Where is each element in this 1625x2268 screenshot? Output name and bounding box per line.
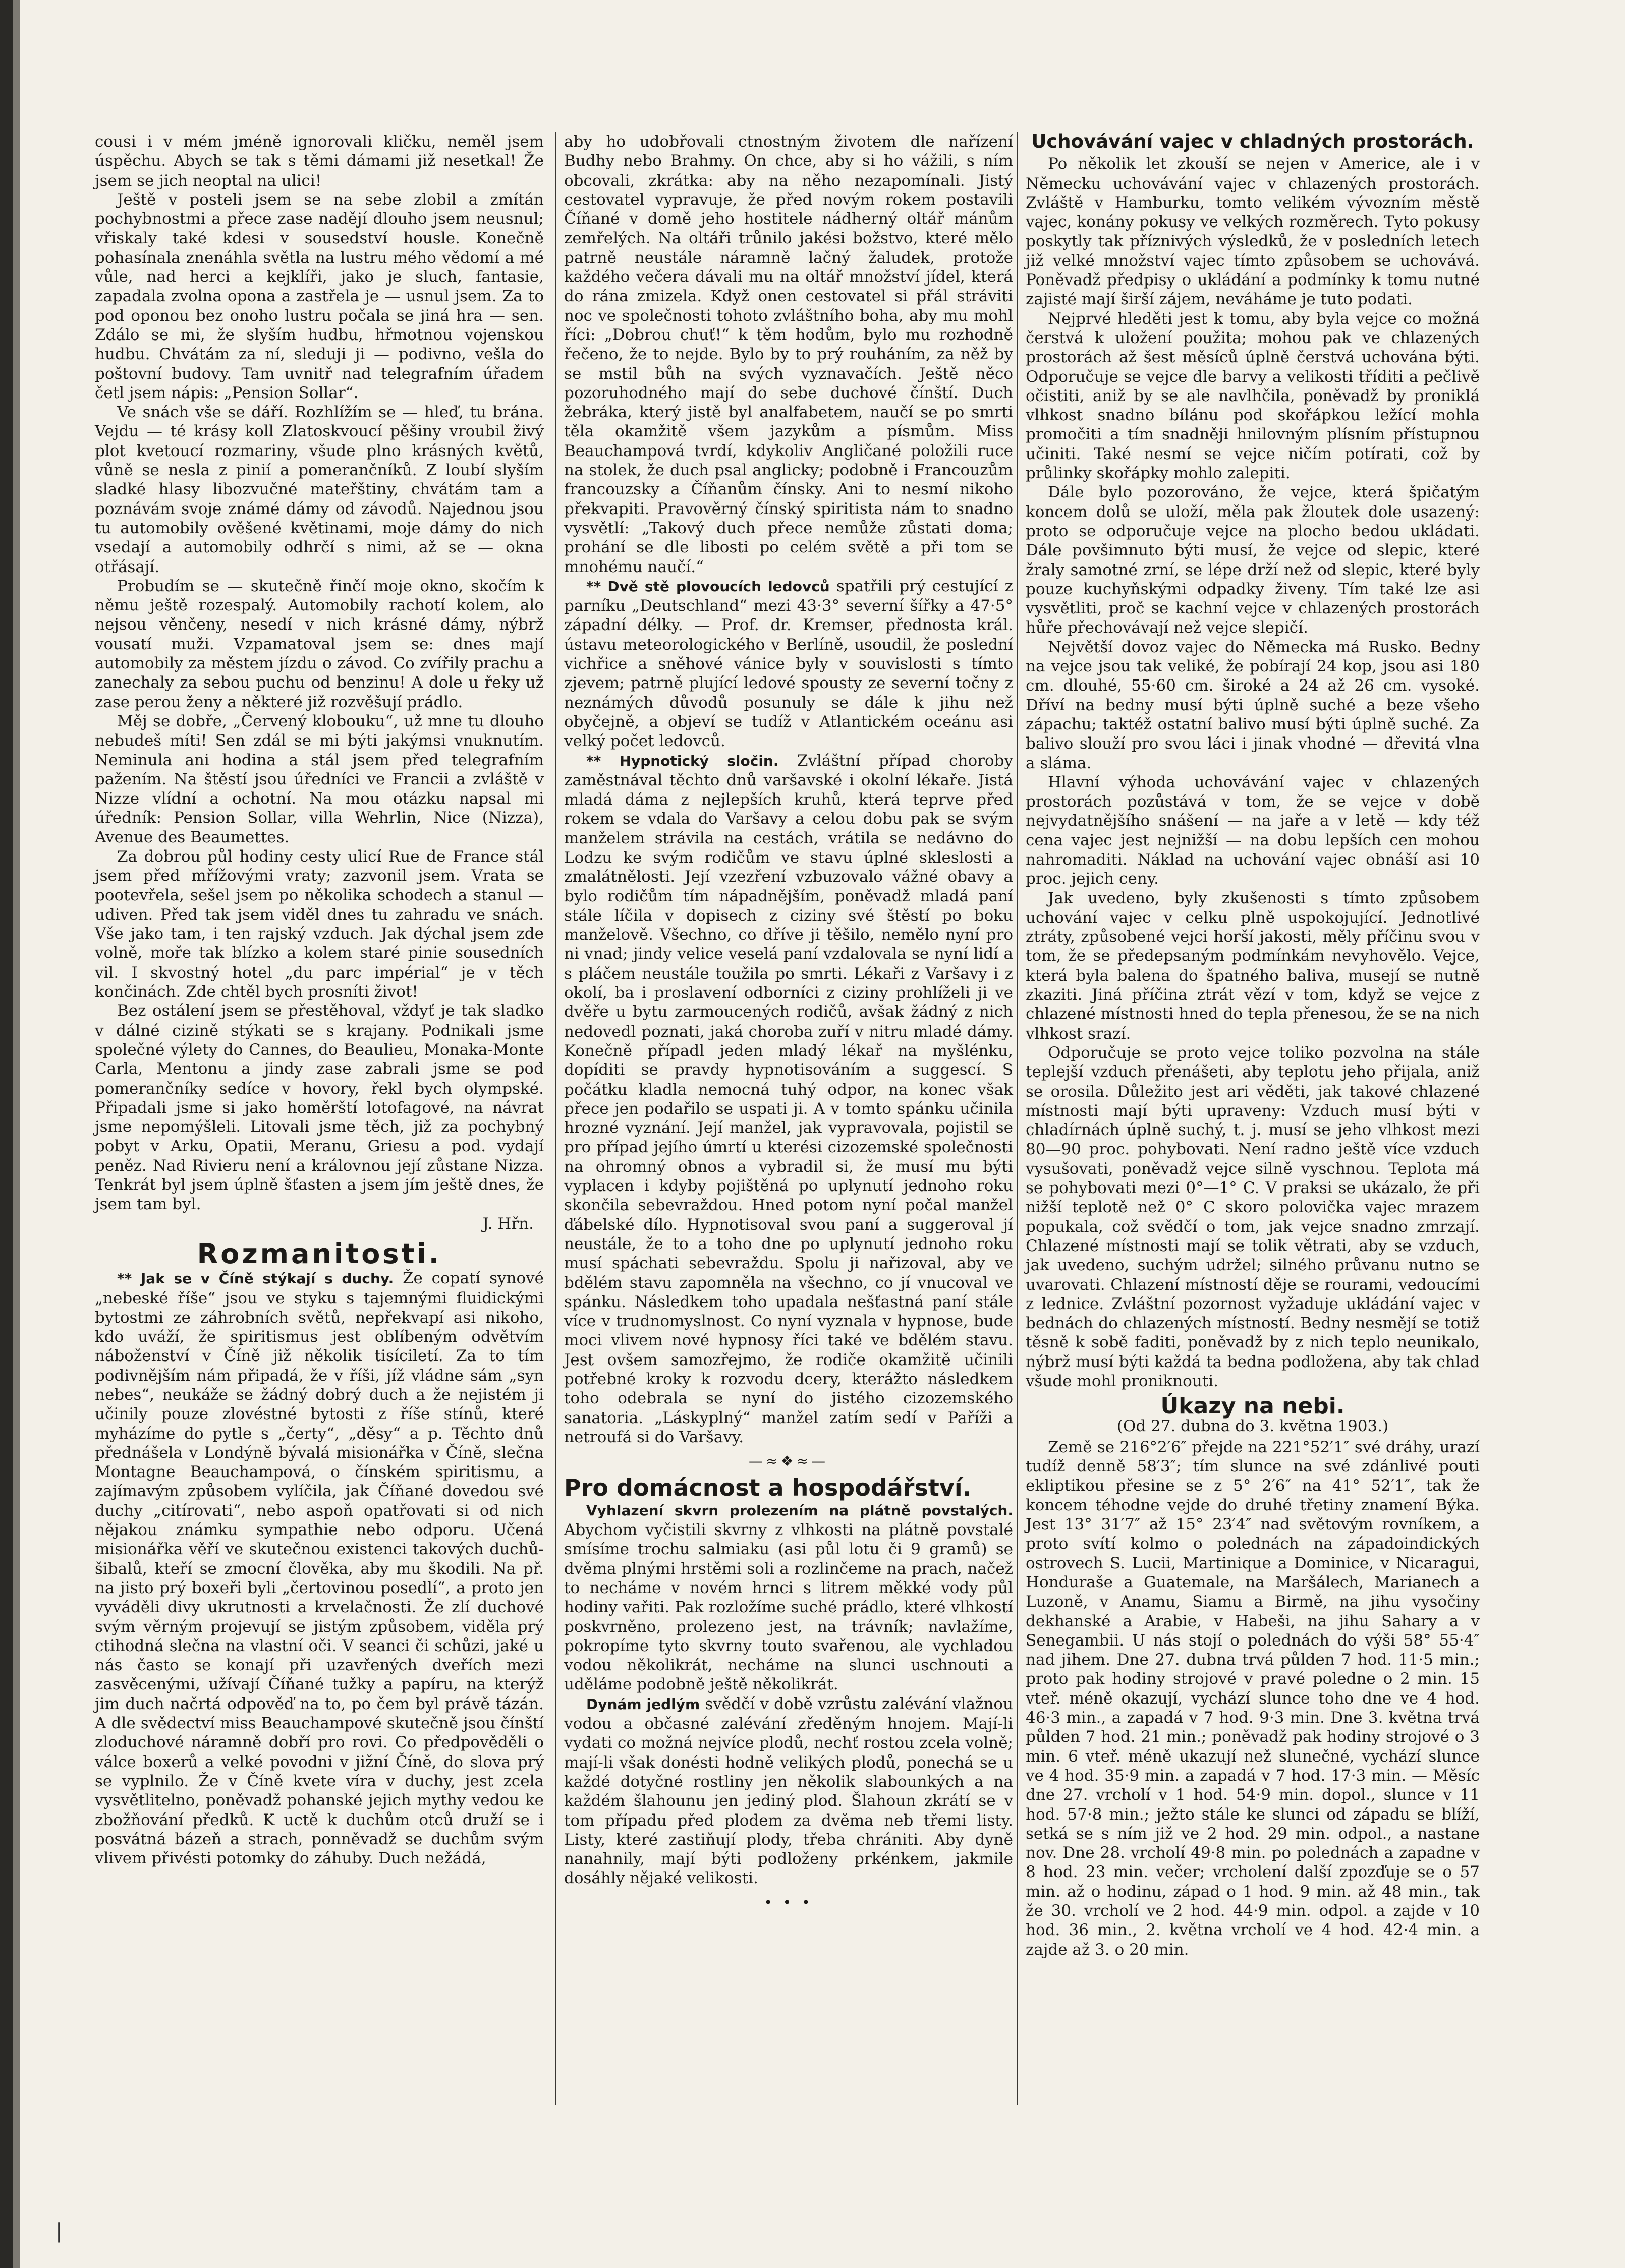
paragraph: Země se 216°2′6″ přejde na 221°52′1″ své dráhy, urazí tudíž denně 58′3″; tím slunce na své zdánlivé pouti ekliptikou přesine se z 5° 2′6″ na 41° 52′1″, tak že koncem téhodne vejde do druhé třetiny znamení Býka. Jest 13° 31′7″ až 15° 23′4″ nad světovým rovníkem, a proto svítí kolmo o polednách na západoindických ostrovech S. Lucii, Martinique a Dominice, v Nicaragui, Honduraše a Guatemale, na Maršálech, Marianech a Luzoně, v Anamu, Siamu a Birmě, na jihu vysočiny dekhanské a Arabie, v Habeši, na jihu Sahary a v Senegambii. U nás stojí o polednách do výši 58° 55·4″ nad jihem. Dne 27. dubna trvá půlden 7 hod. 11·5 min.; proto pak hodiny strojové v pravé poledne o 2 min. 15 vteř. méně okazují, vychází slunce toho dne ve 4 hod. 46·3 min., a zapadá v 7 hod. 9·3 min. Dne 3. května trvá půlden 7 hod. 21 min.; poněvadž pak hodiny strojové o 3 min. 6 vteř. méně ukazují než slunečné, vychází slunce ve 4 hod. 35·9 min. a zapadá v 7 hod. 17·3 min. — Měsíc dne 27. vrcholí v 1 hod. 54·9 min. dopol., slunce v 11 hod. 57·8 min.; ježto stále ke slunci od západu se blíží, setká se s ním již ve 2 hod. 29 min. odpol., a nastane nov. Dne 28. vrcholí 49·8 min. po polednách a zapadne v 8 hod. 23 min. večer; vrcholení další zpozďuje se o 57 min. až o hodinu, západ o 1 hod. 9 min. až 48 min., tak že 30. vrcholí ve 2 hod. 44·9 min. odpol. a zajde v 10 hod. 36 min., 2. května vrcholí ve 4 hod. 42·4 min. a zajde až 3. o 20 min. [1026,1438,1480,1959]
column-rule [1017,132,1018,2105]
column-1 [95,132,544,1868]
column-3 [1026,132,1480,1959]
column-rule [555,132,556,2105]
article-lead: Vyhlazení skvrn prolezením na plátně povstalých. [586,1502,1013,1519]
article-lead: ** Hypnotický sločin. [586,752,779,769]
paragraph: aby ho udobřovali ctnostným životem dle nařízení Budhy nebo Brahmy. On chce, aby si ho vážili, s ním obcovali, zkrátka: aby na něho nezapomínali. Jistý cestovatel vypravuje, že před novým rokem postavili Číňané v domě jeho hostitele nádherný oltář mánům zemřelých. Na oltáři trůnilo jakési božstvo, které mělo patrně neustále náramně lačný žaludek, protože každého večera dávali mu na oltář množství jídel, která do rána zmizela. Když onen cestovatel si přál stráviti noc ve společnosti tohoto zvláštního boha, aby mu mohl říci: „Dobrou chuť!“ k těm hodům, bylo mu rozhodně řečeno, že to nejde. Bylo by to prý rouháním, za něž by se mstil bůh na svých vyznavačích. Ještě něco pozoruhodného mají do sebe duchové čínští. Duch žebráka, který jistě byl analfabetem, naučí se po smrti těla okamžitě všem jazykům a písmům. Miss Beauchampová tvrdí, kdykoliv Angličané položili ruce na stolek, že duch psal anglicky; podobně i Francouzům francouzsky a Číňanům čínsky. Ani to nesmí nikoho překvapiti. Pravověrný čínský spiritista nám to snadno vysvětlí: „Takový duch přece nemůže zůstati doma; prohání se dle libosti po celém světě a při tom se mnohému naučí.“ [564,133,1013,576]
paragraph: Probudím se — skutečně řinčí moje okno, skočím k němu ještě rozespalý. Automobily rachotí kolem, alo nejsou věnčeny, nesedí v nich krásné dámy, nýbrž vousatí muži. Vzpamatoval jsem se: dnes mají automobily za městem jízdu o závod. Co zvířily prachu a zanechaly za sebou puchu od benzinu! A dole u řeky už zase perou ženy a některé již rozvěšují prádlo. [95,577,544,711]
paragraph: cousi i v mém jméně ignorovali kličku, neměl jsem úspěchu. Abych se tak s těmi dámami již nesetkal! Že jsem se jich neoptal na ulici! [95,133,544,190]
page-edge [0,0,20,2268]
paragraph: Nejprvé hleděti jest k tomu, aby byla vejce co možná čerstvá k uložení použita; mohou pak ve chlazených prostorách až šest měsíců úplně čerstvá uchována býti. Odporučuje se vejce dle barvy a velikosti tříditi a pečlivě očistiti, aniž by se ale navlhčila, poněvadž by proniklá vlhkost snadno bílánu pod skořápkou ležící mohla promočiti a tím snadněji hnilovným plísním přístupnou učiniti. Také nesmí se vejce ničím potírati, což by průlinky skořápky mohlo zalepiti. [1026,309,1480,483]
paragraph: Jak uvedeno, byly zkušenosti s tímto způsobem uchování vajec v celku plně uspokojující. Jednotlivé ztráty, způsobené vejci horší jakosti, měly příčinu svou v tom, že se předepsaným podmínkám nevyhovělo. Vejce, která byla balena do špatného baliva, musejí se nutně zkaziti. Jiná příčina ztrát vězí v tom, když se vejce z chlazené místnosti hned do tepla přenesou, že se na nich vlhkost srazí. [1026,889,1480,1043]
article-text: Zvláštní případ choroby zaměstnával těchto dnů varšavské i okolní lékaře. Jistá mladá dáma z nejlepších kruhů, která teprve před rokem se vdala do Varšavy a celou dobu pak se svým manželem strávila na cestách, vrátila se nedávno do Lodzu ke svým rodičům ve stavu úplné skleslosti a zmalátnělosti. Její vzezření vzbuzovalo vážné obavy a bylo rodičům tím nápadnějším, poněvadž mladá paní stále líčila v dopisech z ciziny své štěstí po boku manželově. Všechno, co dříve ji těšilo, nemělo nyní pro ni vnad; jindy velice veselá paní vzdalovala se nyní lidí a s pláčem neustále toužila po smrti. Lékaři z Varšavy i z okolí, ba i proslavení odborníci z ciziny prohlíželi ji ve dvěře u bytu zarmoucených rodičů, avšak žádný z nich nedovedl poznati, jaká choroba zuří v nitru mladé dámy. Konečně případl jeden mladý lékař na myšlénku, dopíditi se pravdy hypnotisováním a suggescí. S počátku kladla nemocná tuhý odpor, na konec však přece jen podařilo se uspati ji. A v tomto spánku učinila hrozné vyznání. Její manžel, jak vypravovala, pojistil se pro případ jejího úmrtí u kterési cizozemské společnosti na ohromný obnos a vybradil si, že musí mu býti vyplacen i kdyby pojištěná po uplynutí jednoho roku skončila sebevraždou. Hned potom nyní počal manžel ďábelské dílo. Hypnotisoval svou paní a suggeroval jí neustále, že to a toho dne po uplynutí jednoho roku musí spáchati sebevraždu. Spolu ji nařizoval, aby ve bdělém stavu zapomněla na všechno, co jí vnucoval ve spánku. Následkem toho upadala nešťastná paní stále více v trudnomyslnost. Co nyní vyznala v hypnose, bude moci vlivem nové hypnosy říci také ve bdělém stavu. Jest ovšem samozřejmo, že rodiče okamžitě učinili potřebné kroky k rozvodu dcery, kterážto následkem toho odebrala se nyní do jistého cizozemského sanatoria. „Láskyplný“ manžel zatím sedí v Paříži a netroufá si do Varšavy. [564,751,1013,1446]
section-title-rozmanitosti: Rozmanitosti. [197,1237,442,1270]
article-text: Že copatí synové „nebeské říše“ jsou ve styku s tajemnými fluidickými bytostmi ze záhrobních světů, nepřekvapí asi nikoho, kdo uváží, že spiritismus jest oblíbeným odvětvím náboženství v Číně již několik tisíciletí. Za to tím podivnějším nám připadá, že v říši, jíž vládne sám „syn nebes“, neukáže se žádný dobrý duch a že nejistém ji učinily pouze zlovéstné bytosti z říše stínů, které myházíme do pytle s „čerty“, „děsy“ a p. Těchto dnů přednášela v Londýně bývalá misionářka v Číně, slečna Montagne Beauchampová, o čínském spiritismu, a zajímavým způsobem vylíčila, jak Číňané dovedou své duchy „citírovati“, nebo aspoň opatřovati si od nich nějakou známku sympathie nebo odporu. Učená misionářka věří ve skutečnou existenci takových duchů-šibalů, kteří se zmocní člověka, aby mu škodili. Na př. na jisto prý boxeři byli „čertovinou posedlí“, a proto jen vyváděli divy ukrutnosti a krvelačnosti. Že zlí duchové svým věrným projevují se jistým způsobem, viděla prý ctihodná slečna na vlastní oči. V seanci či schůzi, jaké u nás často se konají při uzavřených dveřích mezi zasvěcenými, užívají Číňané tužky a papíru, na kterýž jim duch načrtá odpověď na to, po čem byl právě tázán. A dle svědectví miss Beauchampové skutečně jsou čínští zloduchové náramně dobří pro rovi. Co předpověděli o válce boxerů a velké povodni v jižní Číně, do slova prý se vyplnilo. Že v Číně kvete víra v duchy, jest zcela vysvětlitelno, poněvadž pohanské jejich mythy vedou ke zbožňování předků. K uctě k duchům otců druží se i posvátná bázeň a strach, ponněvadž se duchům svým vlivem přivésti potomky do záhuby. Duch nežádá, [95,1269,544,1868]
article-text: Abychom vyčistili skvrny z vlhkosti na plátně povstalé smísíme trochu salmiaku (asi půl lotu či 9 gramů) se dvěma plnými hrstěmi soli a rozlinčeme na prach, načež to necháme v novém hrnci s litrem měkké vody půl hodiny vařiti. Pak rozložíme suché prádlo, které vlhkostí poskvrněno, prolezeno jest, na trávník; navlažíme, pokropíme tyto skvrny touto svařenou, ale vychladou vodou několikrát, necháme na slunci uschnouti a uděláme podobně ještě několikrát. [564,1521,1013,1694]
paragraph: Za dobrou půl hodiny cesty ulicí Rue de France stál jsem před mřížovými vraty; zazvonil jsem. Vrata se pootevřela, sešel jsem po několika schodech a stanul — udiven. Před tak jsem viděl dnes tu zahradu ve snách. Vše jako tam, i ten rajský vzduch. Jak dýchal jsem zde volně, moře tak blízko a kolem staré pinie sousedních vil. I skvostný hotel „du parc impérial“ je v těch končinách. Zde chtěl bych prosníti život! [95,847,544,1001]
paragraph: Ve snách vše se dáří. Rozhlížím se — hleď, tu brána. Vejdu — té krásy koll Zlatoskvoucí pěšiny vroubil živý plot kvetoucí rozmariny, všude plno krásných květů, vůně se nesla z pinií a pomerančníků. Z loubí slyším sladké hlasy libozvučné mateřštiny, chvátám tam a poznávám svoje známé dámy od závodů. Najednou jsou tu automobily ověšené květinami, moje dámy do nich vsedají a automobily odhrčí s nimi, až se — okna otřásají. [95,403,544,576]
ornament-divider: —≈❖≈— [748,1453,829,1470]
column-2 [564,132,1013,1917]
paragraph: Měj se dobře, „Červený klobouku“, už mne tu dlouho nebudeš míti! Sen zdál se mi býti jakýmsi vnuknutím. Neminula ani hodina a stál jsem před telegrafním pažením. Na štěstí jsou úředníci ve Francii a zvláště v Nizze vlídní a ochotní. Na mou otázku napsal mi úředník: Pension Sollar, villa Wehrlin, Nice (Nizza), Avenue des Beaumettes. [95,712,544,846]
article-title-vejce: Uchovávání vajec v chladných prostorách. [1031,131,1474,152]
ornament-dots: • • • [764,1894,813,1911]
signature: J. Hřn. [482,1214,534,1233]
margin-mark: | [55,2220,63,2243]
paragraph: Hlavní výhoda uchovávání vajec v chlazených prostorách pozůstává v tom, že se vejce v době nejvydatnějšího snášení — na jaře a v letě — kdy též cena vajec jest nejnižší — na dobu lepších cen mohou nahromaditi. Náklad na uchování vajec obnáší asi 10 proc. jejich ceny. [1026,773,1480,888]
paragraph: Po několik let zkouší se nejen v Americe, ale i v Německu uchovávání vajec v chlazených prostorách. Zvláště v Hamburku, tomto velikém vývozním městě vajec, konány pokusy ve velkých rozměrech. Tyto pokusy poskytly tak příznivých výsledků, že v posledních letech již velké množství vajec tímto způsobem se uchovává. Poněvadž předpisy o ukládání a podmínky k tomu nutné zajisté mají širší zájem, neváháme je tuto podati. [1026,155,1480,309]
article-lead: ** Dvě stě plovoucích ledovců [586,578,830,595]
paragraph: Odporučuje se proto vejce toliko pozvolna na stále teplejší vzduch přenášeti, aby teplotu jeho přijala, aniž se orosila. Důležito jest ari věděti, jak takové chlazené místnosti mají býti upraveny: Vzduch musí býti v chladírnách úplně suchý, t. j. musí se jeho vlhkost mezi 80—90 proc. pohybovati. Není radno ještě více vzduch vysušovati, poněvadž vejce silně vyschnou. Teplota má se pohybovati mezi 0°—1° C. V praksi se ukázalo, že při nižší teplotě než 0° C skoro polovička vajec mrazem popukala, což svědčí o tom, jak vejce snadno zmrzají. Chlazené místnosti mají se tolik větrati, aby se vzduch, jak uvedeno, suchým udržel; silného průvanu nutno se uvarovati. Chlazení místností děje se rourami, vedoucími z lednice. Zvláštní pozornost vyžaduje ukládání vajec v bednách do chlazených místností. Bedny nesmějí se totiž těsně k sobě faditi, poněvadž by z nich teplo neunikalo, nýbrž musí býti každá ta bedna podložena, aby tak chlad všude mohl proniknouti. [1026,1043,1480,1390]
paragraph: Ještě v posteli jsem se na sebe zlobil a zmítán pochybnostmi a přece zase nadějí dlouho jsem neusnul; vřiskaly také kdesi v sousedství housle. Konečně pohasínala znenáhla světla na lustru mého vědomí a mé vůle, nad herci a kejklíři, jako je sluch, fantasie, zapadala zvolna opona a zastřela je — usnul jsem. Za to pod oponou bez onoho lustru počala se jiná hra — sen. Zdálo se mi, že slyším hudbu, hřmotnou vojenskou hudbu. Chvátám za ní, sleduji ji — podivno, vešla do poštovní budovy. Tam uvnitř nad telegrafním úřadem četl jsem nápis: „Pension Sollar“. [95,190,544,402]
article-lead: ** Jak se v Číně stýkají s duchy. [117,1270,394,1287]
section-subtitle: (Od 27. dubna do 3. května 1903.) [1116,1416,1389,1435]
article-text: svědčí v době vzrůstu zalévání vlažnou vodou a občasné zalévání zředěným hnojem. Mají-li vydati co možná nejvíce plodů, nechť rostou zcela volně; mají-li však donésti hodně velikých plodů, ponechá se u každé dotyčné rostliny jen několik slabounkých a na každém šlahounu jen jediný plod. Šlahoun zkrátí se v tom případu před plodem za dvěma neb třemi listy. Listy, které zastiňují plody, třeba chrániti. Aby dyně nanahnily, mají býti podloženy prkénkem, jakmile dosáhly nějaké velikosti. [564,1694,1013,1888]
section-title-domacnost: Pro domácnost a hospodářství. [564,1474,972,1502]
section-title-ukazy: Úkazy na nebi. [1160,1393,1345,1420]
paragraph: Dále bylo pozorováno, že vejce, která špičatým koncem dolů se uloží, měla pak žloutek dole usazený: proto se odporučuje vejce na plocho bedou ukládati. Dále povšimnuto býti musí, že vejce od slepic, které žraly samotné zrní, se lépe drží než od slepic, které byly pouze kuchyňskými odpadky živeny. Tím také lze asi vysvětliti, proč se kachní vejce v chlazených prostorách hůře přechovávají než vejce slepičí. [1026,483,1480,637]
paragraph: Bez ostálení jsem se přestěhoval, vždyť je tak sladko v dálné cizině stýkati se s krajany. Podnikali jsme společné výlety do Cannes, do Beaulieu, Monaka-Monte Carla, Mentonu a jindy zase zabrali jsme se pod pomerančníky sedíce v hovory, řekl bych olympské. Připadali jsme si jako homěrští lotofagové, na návrat jsme nepomýšleli. Litovali jsme těch, již za pochybný pobyt v Arku, Opatii, Meranu, Griesu a pod. vydají peněz. Nad Rivieru není a královnou její zůstane Nizza. Tenkrát byl jsem úplně šťasten a jsem jím ještě dnes, že jsem tam byl. [95,1002,544,1214]
article-text: spatřili prý cestující z parníku „Deutschland“ mezi 43·3° severní šířky a 47·5° západní délky. — Prof. dr. Kremser, přednosta král. ústavu meteorologického v Berlíně, usoudil, že poslední vichřice a sněhové vánice byly v souvislosti s tímto zjevem; patrně plující ledové spousty ze severní točny z neznámých důvodů posunuly se dále k jihu než obyčejně, a objeví se tudíž v Atlantickém oceánu asi velký počet ledovců. [564,577,1014,751]
article-lead: Dynám jedlým [586,1695,700,1713]
paragraph: Největší dovoz vajec do Německa má Rusko. Bedny na vejce jsou tak veliké, že pobírají 24 kop, jsou asi 180 cm. dlouhé, 55·60 cm. široké a 24 až 26 cm. vysoké. Dříví na bedny musí býti úplně suché a beze všeho zápachu; taktéž ostatní balivo musí býti úplně suché. Za balivo slouží pro svou láci i jinak vhodné — dřevitá vlna a sláma. [1026,638,1480,772]
